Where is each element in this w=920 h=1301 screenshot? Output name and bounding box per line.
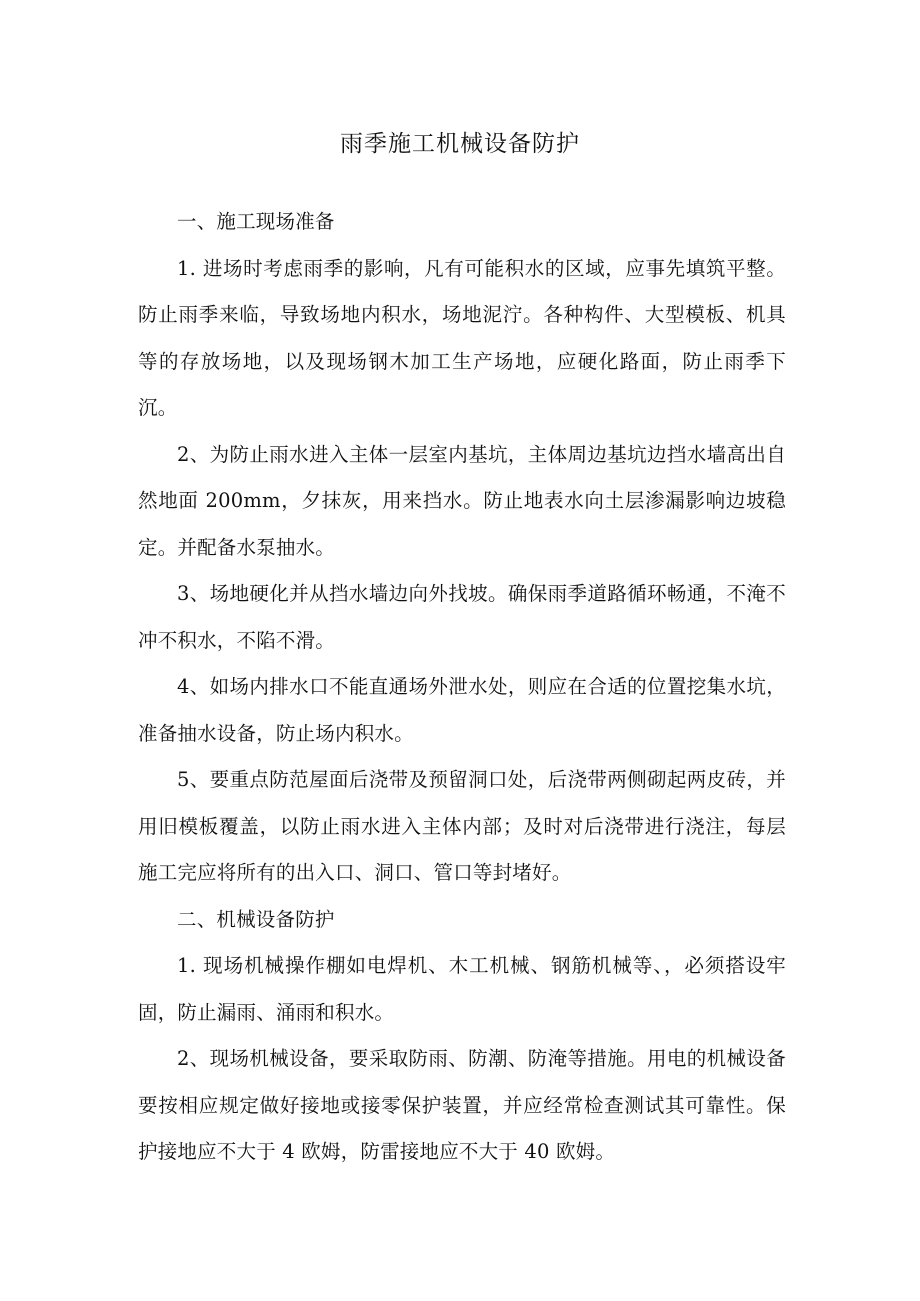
document-body <box>138 199 786 1176</box>
paragraph: 3、场地硬化并从挡水墙边向外找坡。确保雨季道路循环畅通，不淹不冲不积水，不陷不滑。 <box>138 582 786 652</box>
paragraph: 5、要重点防范屋面后浇带及预留洞口处，后浇带两侧砌起两皮砖，并用旧模板覆盖，以防止雨水进入主体内部；及时对后浇带进行浇注，每层施工完应将所有的出入口、洞口、管口等封堵好。 <box>138 768 786 884</box>
paragraph: 2、为防止雨水进入主体一层室内基坑，主体周边基坑边挡水墙高出自然地面 200mm，夕抹灰，用来挡水。防止地表水向土层渗漏影响边坡稳定。并配备水泵抽水。 <box>138 442 786 559</box>
document-title: 雨季施工机械设备防护 <box>340 131 580 157</box>
paragraph: 2、现场机械设备，要采取防雨、防潮、防淹等措施。用电的机械设备要按相应规定做好接地或接零保护装置，并应经常检查测试其可靠性。保护接地应不大于 4 欧姆，防雷接地应不大于 40 欧姆。 <box>138 1047 786 1163</box>
section-heading: 一、施工现场准备 <box>177 210 335 233</box>
section-heading: 二、机械设备防护 <box>177 907 335 931</box>
paragraph: 1. 进场时考虑雨季的影响，凡有可能积水的区域，应事先填筑平整。防止雨季来临，导致场地内积水，场地泥泞。各种构件、大型模板、机具等的存放场地，以及现场钢木加工生产场地，应硬化路面，防止雨季下沉。 <box>138 256 786 419</box>
paragraph: 4、如场内排水口不能直通场外泄水处，则应在合适的位置挖集水坑，准备抽水设备，防止场内积水。 <box>138 675 786 745</box>
paragraph: 1. 现场机械操作棚如电焊机、木工机械、钢筋机械等、，必须搭设牢固，防止漏雨、涌雨和积水。 <box>138 954 786 1024</box>
